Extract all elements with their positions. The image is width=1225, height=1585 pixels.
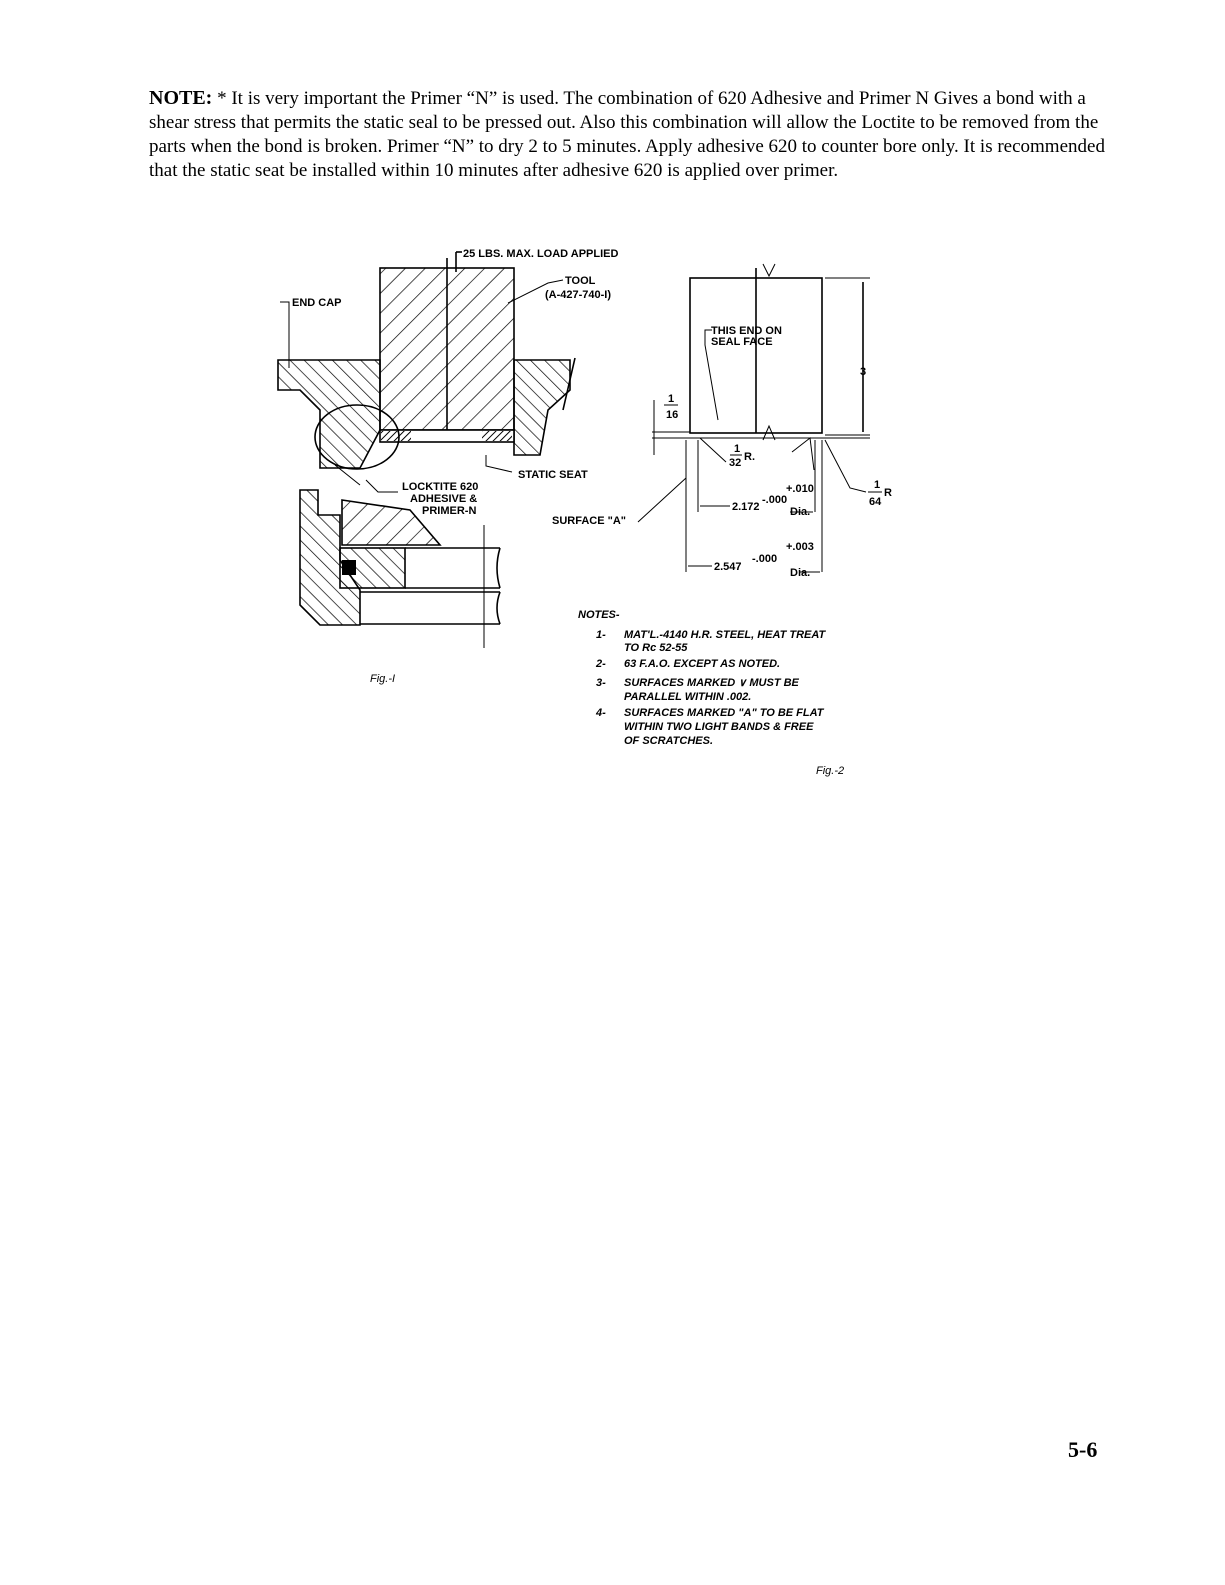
fig1-caption: Fig.-I xyxy=(370,673,396,685)
static-seat xyxy=(380,430,514,442)
end-cap-label: END CAP xyxy=(292,297,342,309)
locktite-leader xyxy=(366,480,398,492)
frac-1-16-num: 1 xyxy=(668,393,675,405)
note-4-line-a: SURFACES MARKED "A" TO BE FLAT xyxy=(624,707,824,719)
static-seat-leader xyxy=(486,455,512,472)
dim1-val: 2.172 xyxy=(732,501,760,513)
height-label: 3 xyxy=(860,366,867,378)
dim2-dia: Dia. xyxy=(790,567,811,579)
note-3-num: 3- xyxy=(596,677,606,689)
note-2-line-a: 63 F.A.O. EXCEPT AS NOTED. xyxy=(624,658,781,670)
note-text: * It is very important the Primer “N” is used. The combination of 620 Adhesive and Primer N Gives a bond with a shear stress that permits the static seal to be pressed out. Also this combination will allow the Loctite to be removed from the parts when the bond is broken. Primer “N” to dry 2 to 5 minutes. Apply adhesive 620 to counter bore only. It is recommended that the static seat be installed within 10 minutes after adhesive 620 is applied over primer. xyxy=(149,88,1105,181)
frac-1-32-num: 1 xyxy=(734,443,741,455)
dim2-tol: +.003 xyxy=(786,541,814,553)
note-3-line-b: PARALLEL WITHIN .002. xyxy=(624,691,752,703)
note-4-num: 4- xyxy=(596,707,606,719)
this-end-label-2: SEAL FACE xyxy=(711,336,773,348)
frac-1-64-den: 64 xyxy=(869,496,882,508)
frac-1-16-den: 16 xyxy=(666,409,679,421)
surface-a-label: SURFACE "A" xyxy=(552,515,626,527)
locktite-label-1: LOCKTITE 620 xyxy=(402,481,479,493)
fig2-caption: Fig.-2 xyxy=(816,765,845,777)
surface-a-leader xyxy=(638,478,686,522)
tool-part-label: (A-427-740-I) xyxy=(545,289,612,301)
note-4-line-c: OF SCRATCHES. xyxy=(624,735,714,747)
page-number: 5-6 xyxy=(1068,1437,1098,1462)
tool-label: TOOL xyxy=(565,275,596,287)
end-cap-leader xyxy=(280,302,289,368)
frac-1-32-den: 32 xyxy=(729,457,742,469)
radius-leader-1 xyxy=(700,438,726,462)
note-1-line-b: TO Rc 52-55 xyxy=(624,642,688,654)
notes-header: NOTES- xyxy=(578,609,620,621)
note-4-line-b: WITHIN TWO LIGHT BANDS & FREE xyxy=(624,721,814,733)
note-label: NOTE: xyxy=(149,87,213,109)
load-label: 25 LBS. MAX. LOAD APPLIED xyxy=(463,248,619,260)
bore-chamfer xyxy=(792,438,814,470)
parallel-mark-top xyxy=(763,264,775,276)
this-end-label-1: THIS END ON xyxy=(711,325,782,337)
note-3-line-a: SURFACES MARKED ∨ MUST BE xyxy=(624,677,799,689)
note-1-num: 1- xyxy=(596,629,606,641)
tool-block xyxy=(380,258,514,440)
notes-block xyxy=(578,609,827,747)
dim2-val: 2.547 xyxy=(714,561,742,573)
dim2-tol2: -.000 xyxy=(752,553,778,565)
frac-1-64-num: 1 xyxy=(874,479,881,491)
dim1-tol: +.010 xyxy=(786,483,814,495)
r-label-2: R xyxy=(884,487,892,499)
locktite-label-2: ADHESIVE & xyxy=(410,493,478,505)
dim1-dia: Dia. xyxy=(790,506,811,518)
dim1-tol2: -.000 xyxy=(762,494,788,506)
radius-leader-2 xyxy=(825,440,866,492)
r-label: R. xyxy=(744,451,755,463)
note-1-line-a: MAT'L.-4140 H.R. STEEL, HEAT TREAT xyxy=(624,629,826,641)
static-seat-label: STATIC SEAT xyxy=(518,469,588,481)
figure-1 xyxy=(278,248,619,685)
note-2-num: 2- xyxy=(596,658,606,670)
locktite-label-3: PRIMER-N xyxy=(422,505,477,517)
